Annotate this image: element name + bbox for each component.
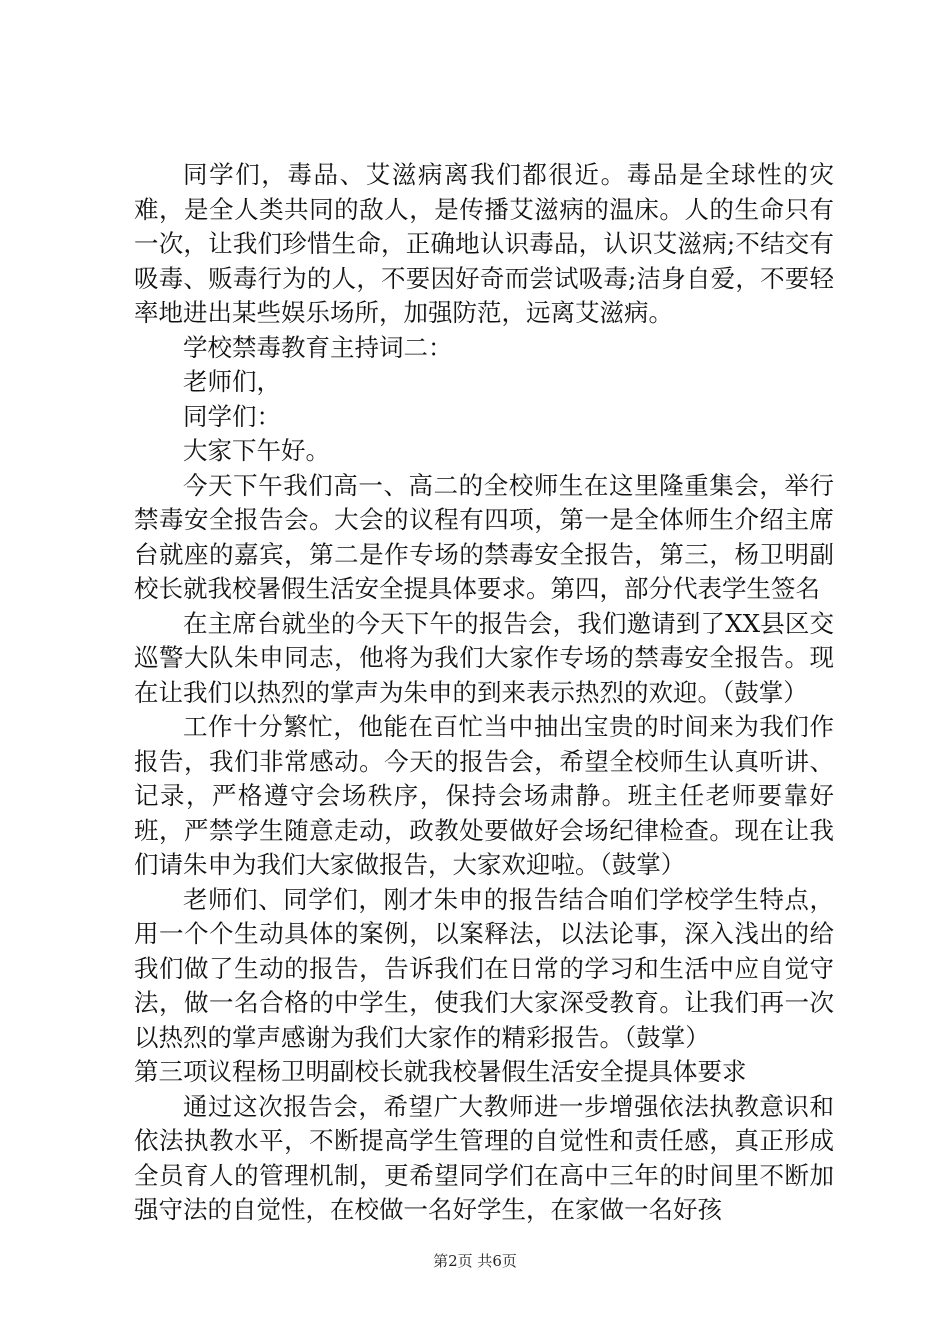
paragraph-8: 工作十分繁忙，他能在百忙当中抽出宝贵的时间来为我们作报告，我们非常感动。今天的报告会，希望全校师生认真听讲、记录，严格遵守会场秩序，保持会场肃静。班主任老师要靠好班，严禁学生随意走动，政教处要做好会场纪律检查。现在让我们请朱申为我们大家做报告，大家欢迎啦。（鼓掌） — [134, 712, 834, 879]
document-body — [134, 158, 834, 1228]
paragraph-9: 老师们、同学们，刚才朱申的报告结合咱们学校学生特点，用一个个生动具体的案例，以案释法，以法论事，深入浅出的给我们做了生动的报告，告诉我们在日常的学习和生活中应自觉守法，做一名合格的中学生，使我们大家深受教育。让我们再一次以热烈的掌声感谢为我们大家作的精彩报告。（鼓掌） — [134, 884, 834, 1052]
paragraph-11: 通过这次报告会，希望广大教师进一步增强依法执教意识和依法执教水平，不断提高学生管理的自觉性和责任感，真正形成全员育人的管理机制，更希望同学们在高中三年的时间里不断加强守法的自觉性，在校做一名好学生，在家做一名好孩 — [134, 1091, 834, 1224]
paragraph-7: 在主席台就坐的今天下午的报告会，我们邀请到了XX县区交巡警大队朱申同志，他将为我们大家作专场的禁毒安全报告。现在让我们以热烈的掌声为朱申的到来表示热烈的欢迎。（鼓掌） — [134, 608, 834, 707]
paragraph-3: 老师们， — [183, 367, 281, 396]
page-number-footer: 第2页 共6页 — [433, 1252, 517, 1270]
paragraph-1: 同学们，毒品、艾滋病离我们都很近。毒品是全球性的灾难，是全人类共同的敌人，是传播艾滋病的温床。人的生命只有一次，让我们珍惜生命，正确地认识毒品，认识艾滋病;不结交有吸毒、贩毒行为的人，不要因好奇而尝试吸毒;洁身自爱，不要轻率地进出某些娱乐场所，加强防范，远离艾滋病。 — [134, 160, 834, 327]
paragraph-2: 学校禁毒教育主持词二： — [183, 332, 453, 362]
paragraph-10: 第三项议程杨卫明副校长就我校暑假生活安全提具体要求 — [134, 1057, 747, 1086]
paragraph-4: 同学们： — [183, 401, 281, 431]
paragraph-6: 今天下午我们高一、高二的全校师生在这里隆重集会，举行禁毒安全报告会。大会的议程有四项，第一是全体师生介绍主席台就座的嘉宾，第二是作专场的禁毒安全报告，第三，杨卫明副校长就我校暑假生活安全提具体要求。第四，部分代表学生签名 — [134, 470, 834, 603]
paragraph-5: 大家下午好。 — [183, 436, 330, 465]
